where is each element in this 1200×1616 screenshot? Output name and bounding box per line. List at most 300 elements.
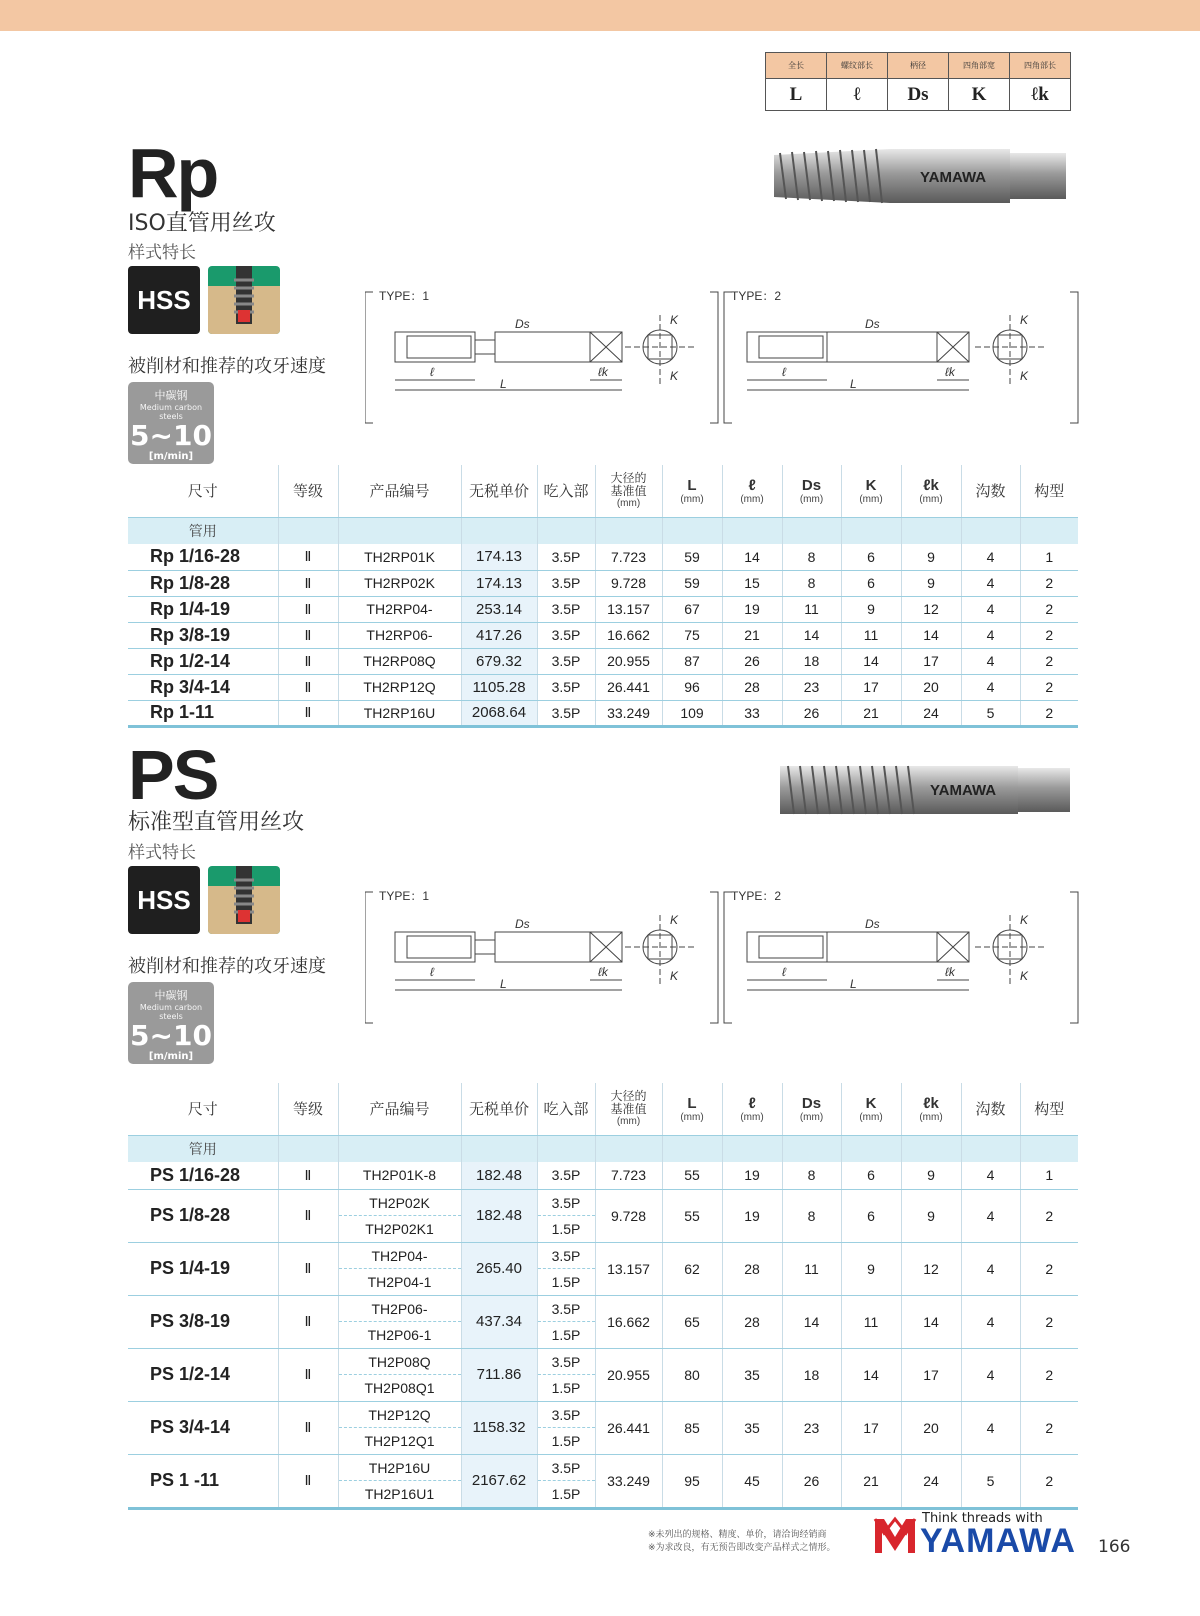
cell-ds: 26 — [782, 1454, 841, 1508]
cell-lk: 24 — [901, 700, 961, 726]
cell-basic: 16.662 — [595, 622, 662, 648]
cell-chamfer: 3.5P — [537, 674, 595, 700]
cell-code — [338, 1348, 461, 1401]
page-number: 166 — [1098, 1537, 1131, 1557]
cell-code: TH2RP02K — [338, 570, 461, 596]
cell-l: 35 — [722, 1401, 782, 1454]
table-row — [128, 622, 1078, 648]
ps-title: PS — [128, 736, 218, 814]
cell-chamfer: 3.5P — [537, 570, 595, 596]
cell-k: 11 — [841, 1295, 901, 1348]
cell-chamfer: 3.5P — [537, 596, 595, 622]
cell-grade: Ⅱ — [278, 1242, 338, 1295]
dim-lk: ℓk — [945, 965, 955, 979]
cell-code-primary: TH2P16U — [339, 1455, 461, 1481]
speed-badge — [128, 382, 214, 464]
col-flutes: 沟数 — [961, 465, 1020, 517]
cell-ds: 8 — [782, 544, 841, 570]
cell-price: 265.40 — [461, 1242, 537, 1295]
rp-photo-brand: YAMAWA — [920, 169, 987, 186]
cell-lk: 9 — [901, 1189, 961, 1242]
col-type: 构型 — [1020, 1083, 1078, 1135]
cell-size: Rp 3/8-19 — [128, 622, 278, 648]
table-row — [128, 1295, 1078, 1348]
cell-flutes: 4 — [961, 1401, 1020, 1454]
speed-label: 被削材和推荐的攻牙速度 — [128, 956, 326, 977]
cell-flutes: 4 — [961, 622, 1020, 648]
dim-lk: ℓk — [945, 365, 955, 379]
cell-ds: 23 — [782, 1401, 841, 1454]
cell-code-primary: TH2P12Q — [339, 1402, 461, 1428]
table-row — [128, 1162, 1078, 1189]
cell-k: 14 — [841, 1348, 901, 1401]
cell-lk: 9 — [901, 1162, 961, 1189]
speed-material-cn: 中碳钢 — [154, 989, 188, 1002]
cell-chamfer-secondary: 1.5P — [551, 1379, 581, 1396]
cell-basic: 16.662 — [595, 1295, 662, 1348]
cell-k: 6 — [841, 544, 901, 570]
dim-l: ℓ — [782, 365, 786, 379]
cell-flutes: 4 — [961, 596, 1020, 622]
col-code: 产品编号 — [338, 465, 461, 517]
cell-basic: 7.723 — [595, 544, 662, 570]
table-row — [128, 1348, 1078, 1401]
cell-grade: Ⅱ — [278, 622, 338, 648]
cell-flutes: 4 — [961, 1162, 1020, 1189]
cell-l: 28 — [722, 674, 782, 700]
cell-k: 6 — [841, 1189, 901, 1242]
cell-grade: Ⅱ — [278, 674, 338, 700]
cell-grade: Ⅱ — [278, 648, 338, 674]
dim-l: ℓ — [430, 965, 434, 979]
cell-l: 21 — [722, 622, 782, 648]
cell-code: TH2RP16U — [338, 700, 461, 726]
cell-k: 9 — [841, 596, 901, 622]
cell-code: TH2RP01K — [338, 544, 461, 570]
cell-ds: 11 — [782, 596, 841, 622]
footnote-line: ※未列出的规格、精度、单价，请洽询经销商 — [648, 1530, 827, 1540]
yamawa-logo-icon — [873, 1515, 917, 1559]
dim-k: K — [670, 313, 679, 327]
cell-basic: 33.249 — [595, 1454, 662, 1508]
cell-lk: 9 — [901, 544, 961, 570]
cell-L: 109 — [662, 700, 722, 726]
dim-k: K — [670, 913, 679, 927]
cell-size: Rp 1-11 — [128, 700, 278, 726]
col-L: L (mm) — [662, 465, 722, 517]
cell-type: 2 — [1020, 1454, 1078, 1508]
rp-technical-drawing — [365, 290, 1085, 429]
cell-chamfer-primary: 3.5P — [538, 1296, 595, 1322]
table-row — [128, 570, 1078, 596]
cell-size: PS 1/8-28 — [128, 1189, 278, 1242]
cell-flutes: 4 — [961, 674, 1020, 700]
table-subheader: 管用 — [128, 517, 1078, 544]
cell-chamfer: 3.5P — [537, 648, 595, 674]
cell-l: 33 — [722, 700, 782, 726]
dim-k: K — [1020, 913, 1029, 927]
dimension-legend — [765, 52, 1071, 111]
cell-k: 6 — [841, 570, 901, 596]
table-row — [128, 674, 1078, 700]
legend-symbol: ℓk — [1010, 79, 1071, 111]
cell-chamfer — [537, 1189, 595, 1242]
cell-ds: 26 — [782, 700, 841, 726]
col-basic: 大径的 基准值 (mm) — [595, 1083, 662, 1135]
cell-code: TH2RP06- — [338, 622, 461, 648]
col-k: K (mm) — [841, 1083, 901, 1135]
cell-code-secondary: TH2P06-1 — [367, 1326, 432, 1343]
cell-code — [338, 1242, 461, 1295]
hss-badge: HSS — [128, 266, 200, 334]
dim-L: L — [500, 377, 507, 391]
cell-price: 174.13 — [461, 544, 537, 570]
cell-L: 67 — [662, 596, 722, 622]
cell-k: 17 — [841, 674, 901, 700]
cell-type: 2 — [1020, 1401, 1078, 1454]
col-l: ℓ (mm) — [722, 1083, 782, 1135]
cell-chamfer — [537, 1401, 595, 1454]
cell-L: 87 — [662, 648, 722, 674]
cell-l: 15 — [722, 570, 782, 596]
rp-spec-table — [128, 465, 1078, 728]
cell-code: TH2RP12Q — [338, 674, 461, 700]
cell-price: 182.48 — [461, 1162, 537, 1189]
cell-type: 2 — [1020, 1348, 1078, 1401]
table-row — [128, 1401, 1078, 1454]
cell-price: 253.14 — [461, 596, 537, 622]
cell-grade: Ⅱ — [278, 544, 338, 570]
dim-ds: Ds — [515, 917, 530, 931]
cell-chamfer — [537, 1454, 595, 1508]
dim-ds: Ds — [865, 917, 880, 931]
cell-k: 17 — [841, 1401, 901, 1454]
cell-l: 28 — [722, 1242, 782, 1295]
table-row — [128, 700, 1078, 726]
col-size: 尺寸 — [128, 1083, 278, 1135]
rp-subtitle: ISO直管用丝攻 — [128, 211, 276, 236]
cell-grade: Ⅱ — [278, 1454, 338, 1508]
dim-lk: ℓk — [598, 365, 608, 379]
dim-k: K — [1020, 969, 1029, 983]
cell-chamfer: 3.5P — [537, 622, 595, 648]
cell-chamfer: 3.5P — [537, 544, 595, 570]
cell-L: 55 — [662, 1189, 722, 1242]
cell-basic: 20.955 — [595, 1348, 662, 1401]
cell-flutes: 4 — [961, 544, 1020, 570]
footnote-line: ※为求改良，有无预告即改变产品样式之情形。 — [648, 1543, 836, 1553]
col-lk: ℓk (mm) — [901, 465, 961, 517]
table-row — [128, 544, 1078, 570]
cell-code-primary: TH2P04- — [339, 1243, 461, 1269]
col-basic: 大径的 基准值 (mm) — [595, 465, 662, 517]
cell-chamfer-secondary: 1.5P — [551, 1432, 581, 1449]
legend-header: 全长 — [766, 53, 827, 79]
cell-grade: Ⅱ — [278, 596, 338, 622]
cell-flutes: 4 — [961, 1189, 1020, 1242]
cell-basic: 9.728 — [595, 570, 662, 596]
cell-k: 11 — [841, 622, 901, 648]
dim-L: L — [850, 977, 857, 991]
cell-code-secondary: TH2P12Q1 — [364, 1432, 435, 1449]
cell-L: 96 — [662, 674, 722, 700]
cell-basic: 9.728 — [595, 1189, 662, 1242]
cell-flutes: 4 — [961, 1348, 1020, 1401]
cell-size: Rp 1/4-19 — [128, 596, 278, 622]
col-size: 尺寸 — [128, 465, 278, 517]
top-color-band — [0, 0, 1200, 31]
cell-price: 2167.62 — [461, 1454, 537, 1508]
ps-type2-label: TYPE：2 — [731, 890, 782, 903]
legend-header: 柄径 — [888, 53, 949, 79]
cell-basic: 26.441 — [595, 1401, 662, 1454]
cell-type: 2 — [1020, 1189, 1078, 1242]
cell-ds: 8 — [782, 1189, 841, 1242]
cell-ds: 14 — [782, 622, 841, 648]
cell-chamfer-primary: 3.5P — [538, 1402, 595, 1428]
cell-chamfer — [537, 1242, 595, 1295]
cell-L: 59 — [662, 570, 722, 596]
cell-lk: 20 — [901, 674, 961, 700]
cell-ds: 14 — [782, 1295, 841, 1348]
cell-size: Rp 1/2-14 — [128, 648, 278, 674]
table-header — [128, 1083, 1078, 1135]
logo-text: YAMAWA — [920, 1522, 1076, 1560]
legend-symbol: L — [766, 79, 827, 111]
cell-code-primary: TH2P06- — [339, 1296, 461, 1322]
cell-lk: 9 — [901, 570, 961, 596]
ps-type1-label: TYPE：1 — [379, 890, 430, 903]
cell-price: 1105.28 — [461, 674, 537, 700]
cell-ds: 8 — [782, 570, 841, 596]
cell-type: 1 — [1020, 1162, 1078, 1189]
dim-L: L — [500, 977, 507, 991]
dim-ds: Ds — [515, 317, 530, 331]
speed-range: 5~10 — [130, 1019, 212, 1052]
table-row — [128, 596, 1078, 622]
cell-price: 679.32 — [461, 648, 537, 674]
cell-code-secondary: TH2P08Q1 — [364, 1379, 435, 1396]
cell-flutes: 4 — [961, 570, 1020, 596]
cell-ds: 18 — [782, 648, 841, 674]
cell-l: 14 — [722, 544, 782, 570]
cell-k: 14 — [841, 648, 901, 674]
cell-chamfer-primary: 3.5P — [538, 1349, 595, 1375]
cell-l: 35 — [722, 1348, 782, 1401]
table-row — [128, 1242, 1078, 1295]
cell-chamfer-secondary: 1.5P — [551, 1273, 581, 1290]
speed-unit: [m/min] — [148, 451, 194, 462]
cell-basic: 13.157 — [595, 1242, 662, 1295]
cell-chamfer: 3.5P — [537, 700, 595, 726]
cell-price: 1158.32 — [461, 1401, 537, 1454]
tap-thread-icon — [208, 866, 280, 934]
cell-L: 65 — [662, 1295, 722, 1348]
cell-chamfer-primary: 3.5P — [538, 1243, 595, 1269]
col-L: L (mm) — [662, 1083, 722, 1135]
dim-lk: ℓk — [598, 965, 608, 979]
cell-code: TH2RP04- — [338, 596, 461, 622]
col-ds: Ds (mm) — [782, 465, 841, 517]
cell-k: 21 — [841, 700, 901, 726]
col-l: ℓ (mm) — [722, 465, 782, 517]
cell-basic: 20.955 — [595, 648, 662, 674]
rp-style-label: 样式特长 — [128, 243, 196, 263]
cell-ds: 11 — [782, 1242, 841, 1295]
cell-type: 2 — [1020, 648, 1078, 674]
cell-price: 711.86 — [461, 1348, 537, 1401]
table-header — [128, 465, 1078, 517]
rp-title: Rp — [128, 134, 218, 212]
cell-grade: Ⅱ — [278, 1348, 338, 1401]
cell-code-primary: TH2P08Q — [339, 1349, 461, 1375]
ps-photo-brand: YAMAWA — [930, 782, 997, 799]
cell-lk: 24 — [901, 1454, 961, 1508]
ps-subtitle: 标准型直管用丝攻 — [128, 810, 305, 835]
cell-code: TH2RP08Q — [338, 648, 461, 674]
dim-k: K — [670, 969, 679, 983]
cell-code-secondary: TH2P02K1 — [365, 1220, 434, 1237]
col-type: 构型 — [1020, 465, 1078, 517]
cell-chamfer-primary: 3.5P — [538, 1455, 595, 1481]
cell-code — [338, 1189, 461, 1242]
speed-badge — [128, 982, 214, 1064]
cell-price: 417.26 — [461, 622, 537, 648]
cell-code — [338, 1401, 461, 1454]
cell-price: 182.48 — [461, 1189, 537, 1242]
cell-L: 75 — [662, 622, 722, 648]
ps-style-label: 样式特长 — [128, 843, 196, 863]
col-chamfer: 吃入部 — [537, 465, 595, 517]
cell-ds: 18 — [782, 1348, 841, 1401]
col-flutes: 沟数 — [961, 1083, 1020, 1135]
col-grade: 等级 — [278, 465, 338, 517]
ps-spec-table — [128, 1083, 1078, 1510]
cell-type: 2 — [1020, 596, 1078, 622]
dim-l: ℓ — [430, 365, 434, 379]
dim-L: L — [850, 377, 857, 391]
cell-price: 2068.64 — [461, 700, 537, 726]
cell-L: 62 — [662, 1242, 722, 1295]
cell-code: TH2P01K-8 — [338, 1162, 461, 1189]
cell-size: Rp 1/16-28 — [128, 544, 278, 570]
col-lk: ℓk (mm) — [901, 1083, 961, 1135]
cell-ds: 8 — [782, 1162, 841, 1189]
cell-price: 437.34 — [461, 1295, 537, 1348]
cell-L: 55 — [662, 1162, 722, 1189]
cell-size: PS 1 -11 — [128, 1454, 278, 1508]
cell-lk: 17 — [901, 648, 961, 674]
dim-l: ℓ — [782, 965, 786, 979]
speed-material-en: Medium carbon steels — [139, 1003, 203, 1021]
col-k: K (mm) — [841, 465, 901, 517]
cell-size: PS 1/4-19 — [128, 1242, 278, 1295]
cell-type: 2 — [1020, 1242, 1078, 1295]
ps-tap-photo — [778, 760, 1072, 824]
rp-tap-photo — [770, 143, 1070, 213]
cell-chamfer — [537, 1348, 595, 1401]
cell-chamfer: 3.5P — [537, 1162, 595, 1189]
table-row — [128, 1454, 1078, 1508]
cell-size: PS 3/4-14 — [128, 1401, 278, 1454]
cell-l: 19 — [722, 1189, 782, 1242]
cell-price: 174.13 — [461, 570, 537, 596]
speed-range: 5~10 — [130, 419, 212, 452]
cell-k: 6 — [841, 1162, 901, 1189]
col-chamfer: 吃入部 — [537, 1083, 595, 1135]
dim-k: K — [1020, 369, 1029, 383]
cell-L: 80 — [662, 1348, 722, 1401]
cell-L: 95 — [662, 1454, 722, 1508]
legend-header: 螺纹部长 — [827, 53, 888, 79]
col-price: 无税单价 — [461, 465, 537, 517]
speed-label: 被削材和推荐的攻牙速度 — [128, 356, 326, 377]
cell-k: 9 — [841, 1242, 901, 1295]
cell-type: 2 — [1020, 1295, 1078, 1348]
cell-L: 85 — [662, 1401, 722, 1454]
cell-grade: Ⅱ — [278, 1401, 338, 1454]
cell-type: 2 — [1020, 622, 1078, 648]
cell-chamfer — [537, 1295, 595, 1348]
cell-lk: 17 — [901, 1348, 961, 1401]
cell-flutes: 4 — [961, 1242, 1020, 1295]
cell-flutes: 4 — [961, 1295, 1020, 1348]
tagline: Think threads with — [922, 1511, 1043, 1526]
cell-l: 26 — [722, 648, 782, 674]
cell-type: 1 — [1020, 544, 1078, 570]
col-price: 无税单价 — [461, 1083, 537, 1135]
ps-technical-drawing — [365, 890, 1085, 1029]
cell-code-secondary: TH2P16U1 — [364, 1485, 435, 1502]
cell-grade: Ⅱ — [278, 1189, 338, 1242]
table-row — [128, 648, 1078, 674]
cell-code-primary: TH2P02K — [339, 1190, 461, 1216]
dim-k: K — [1020, 313, 1029, 327]
cell-code — [338, 1295, 461, 1348]
dim-ds: Ds — [865, 317, 880, 331]
col-code: 产品编号 — [338, 1083, 461, 1135]
cell-code-secondary: TH2P04-1 — [367, 1273, 432, 1290]
legend-symbol: K — [949, 79, 1010, 111]
table-subheader: 管用 — [128, 1135, 1078, 1162]
cell-size: PS 1/2-14 — [128, 1348, 278, 1401]
cell-flutes: 5 — [961, 700, 1020, 726]
tap-thread-icon — [208, 266, 280, 334]
cell-lk: 12 — [901, 596, 961, 622]
speed-unit: [m/min] — [148, 1051, 194, 1062]
footnote — [648, 1529, 836, 1555]
cell-l: 45 — [722, 1454, 782, 1508]
cell-l: 19 — [722, 596, 782, 622]
rp-type1-label: TYPE：1 — [379, 290, 430, 303]
cell-grade: Ⅱ — [278, 1162, 338, 1189]
cell-type: 2 — [1020, 674, 1078, 700]
rp-type2-label: TYPE：2 — [731, 290, 782, 303]
legend-symbol: Ds — [888, 79, 949, 111]
cell-l: 28 — [722, 1295, 782, 1348]
cell-size: PS 1/16-28 — [128, 1162, 278, 1189]
cell-basic: 33.249 — [595, 700, 662, 726]
col-grade: 等级 — [278, 1083, 338, 1135]
cell-k: 21 — [841, 1454, 901, 1508]
cell-chamfer-primary: 3.5P — [538, 1190, 595, 1216]
cell-chamfer-secondary: 1.5P — [551, 1326, 581, 1343]
speed-material-en: Medium carbon steels — [139, 403, 203, 421]
speed-material-cn: 中碳钢 — [154, 389, 188, 402]
cell-basic: 13.157 — [595, 596, 662, 622]
cell-L: 59 — [662, 544, 722, 570]
cell-grade: Ⅱ — [278, 570, 338, 596]
